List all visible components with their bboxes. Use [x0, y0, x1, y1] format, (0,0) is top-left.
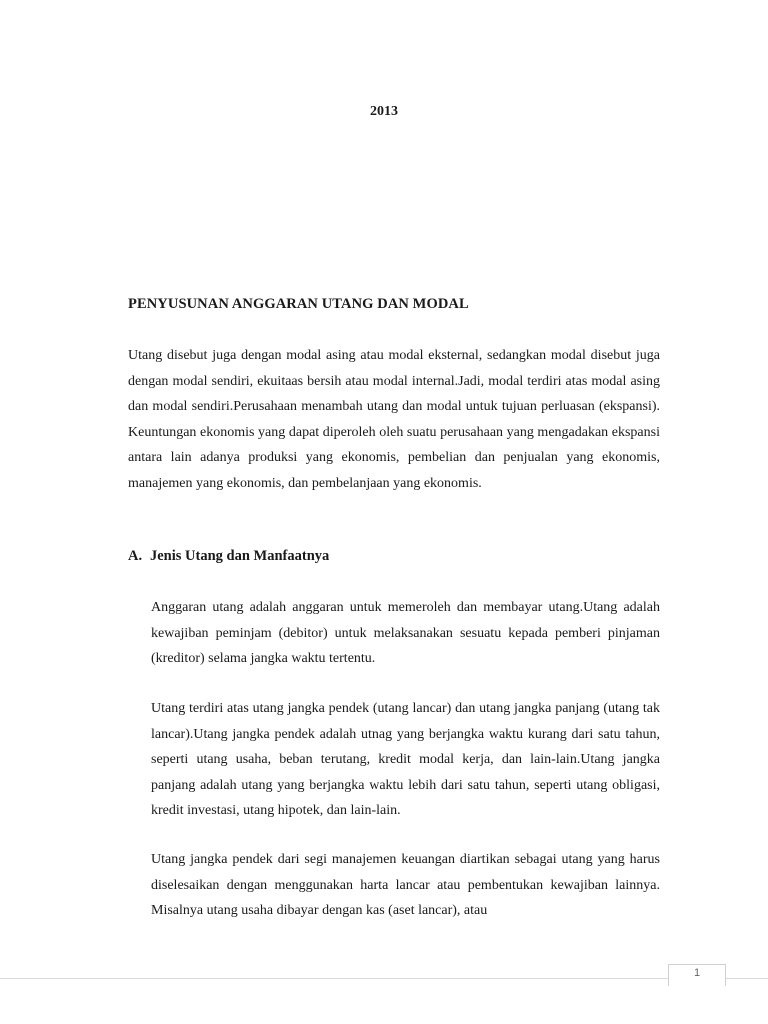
- page-number: 1: [693, 967, 701, 979]
- intro-paragraph: Utang disebut juga dengan modal asing atau modal eksternal, sedangkan modal disebut juga dengan modal sendiri, ekuitaas bersih atau modal internal.Jadi, modal terdiri atas modal asing dan modal sendiri.Perusahaan menambah utang dan modal untuk tujuan perluasan (ekspansi). Keuntungan ekonomis yang dapat diperoleh oleh suatu perusahaan yang mengadakan ekspansi antara lain adanya produksi yang ekonomis, pembelian dan penjualan yang ekonomis, manajemen yang ekonomis, dan pembelanjaan yang ekonomis.: [128, 348, 660, 491]
- document-title: PENYUSUNAN ANGGARAN UTANG DAN MODAL: [128, 296, 469, 312]
- section-paragraph-2: Utang terdiri atas utang jangka pendek (utang lancar) dan utang jangka panjang (utang tak lancar).Utang jangka pendek adalah utnag yang berjangka waktu kurang dari satu tahun, seperti utang usaha, beban terutang, kredit modal kerja, dan lain-lain.Utang jangka panjang adalah utang yang berjangka waktu lebih dari satu tahun, seperti utang obligasi, kredit investasi, utang hipotek, dan lain-lain.: [151, 701, 660, 818]
- footer-divider: [0, 978, 768, 979]
- document-year: 2013: [370, 104, 398, 119]
- section-paragraph-3: Utang jangka pendek dari segi manajemen keuangan diartikan sebagai utang yang harus diselesaikan dengan menggunakan harta lancar atau pembentukan kewajiban lainnya. Misalnya utang usaha dibayar dengan kas (aset lancar), atau: [151, 852, 660, 918]
- section-number: A.: [128, 548, 143, 564]
- section-paragraph-1: Anggaran utang adalah anggaran untuk memeroleh dan membayar utang.Utang adalah kewajiban peminjam (debitor) untuk melaksanakan sesuatu kepada pemberi pinjaman (kreditor) selama jangka waktu tertentu.: [151, 600, 660, 666]
- section-heading: [128, 548, 329, 565]
- section-title: Jenis Utang dan Manfaatnya: [150, 548, 330, 564]
